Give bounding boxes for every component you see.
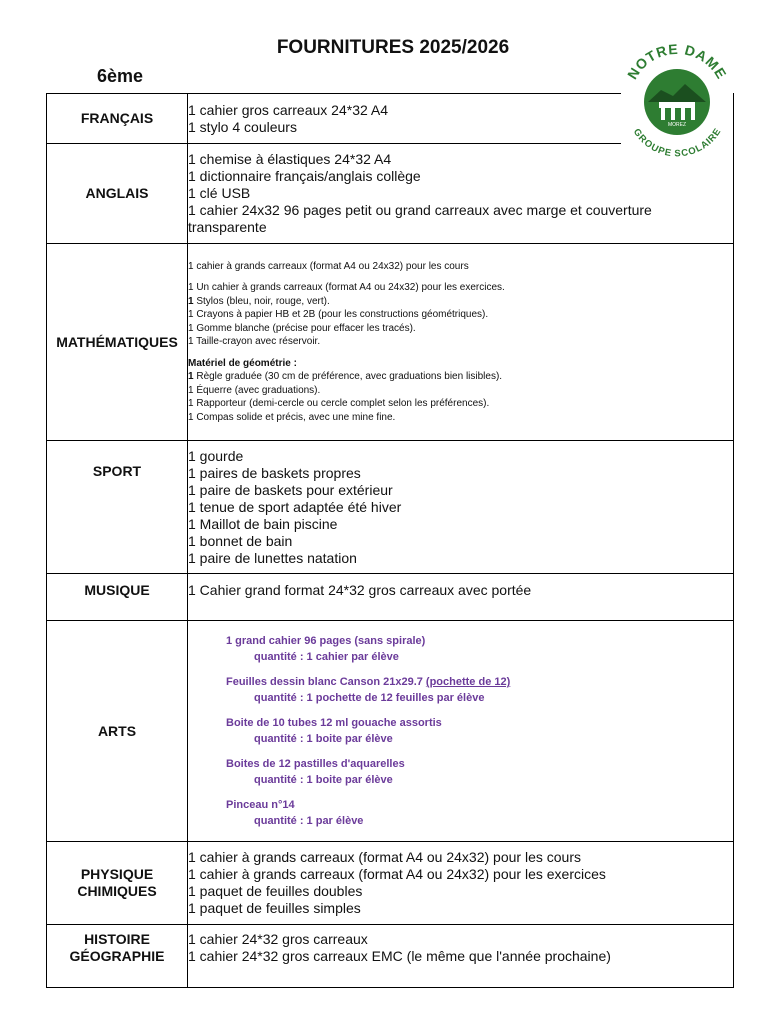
- table-row-musique: [47, 574, 734, 621]
- items-arts: [188, 621, 734, 842]
- list-item: 1 clé USB: [188, 185, 251, 201]
- list-item: 1 Taille-crayon avec réservoir.: [188, 336, 321, 348]
- subject-mathematiques: MATHÉMATIQUES: [47, 244, 188, 441]
- subject-anglais: ANGLAIS: [47, 144, 188, 244]
- list-item: [188, 370, 733, 384]
- subject-histoire: [47, 925, 188, 988]
- items-histoire: [188, 925, 734, 988]
- quantity-line: quantité : 1 cahier par élève: [254, 651, 399, 663]
- list-item: 1 stylo 4 couleurs: [188, 118, 297, 135]
- table-row-mathematiques: [47, 244, 734, 441]
- page-title: FOURNITURES 2025/2026: [276, 37, 510, 58]
- list-item: 1 paquet de feuilles simples: [188, 900, 361, 916]
- grade-label: 6ème: [97, 66, 144, 86]
- subject-francais: FRANÇAIS: [47, 94, 188, 144]
- logo-bottom-text: GROUPE SCOLAIRE: [630, 126, 724, 158]
- quantity-number: 1: [188, 295, 194, 307]
- list-item: [226, 674, 733, 690]
- list-item: 1 Gomme blanche (précise pour effacer les tracés).: [188, 322, 416, 334]
- list-item: 1 paire de lunettes natation: [188, 549, 357, 566]
- subject-line: PHYSIQUE: [80, 866, 154, 882]
- list-item: 1 paire de baskets pour extérieur: [188, 481, 393, 498]
- list-item: Pinceau n°14: [226, 799, 295, 811]
- list-item: Boites de 12 pastilles d'aquarelles: [226, 758, 405, 770]
- table-row-histoire: [47, 925, 734, 988]
- list-item: 1 Équerre (avec graduations).: [188, 384, 321, 396]
- list-item: 1 grand cahier 96 pages (sans spirale): [226, 635, 426, 647]
- list-item: 1 cahier à grands carreaux (format A4 ou 24x32) pour les cours: [188, 849, 581, 865]
- subject-sport: SPORT: [47, 441, 188, 574]
- list-item: 1 cahier 24*32 gros carreaux: [188, 931, 368, 947]
- school-logo: [621, 40, 733, 158]
- table-row-arts: [47, 621, 734, 842]
- quantity-line: quantité : 1 par élève: [254, 815, 364, 827]
- quantity-line: quantité : 1 boite par élève: [254, 774, 393, 786]
- subject-physique: [47, 842, 188, 925]
- list-item: 1 paires de baskets propres: [188, 464, 361, 481]
- list-item: 1 Crayons à papier HB et 2B (pour les constructions géométriques).: [188, 309, 489, 321]
- table-row-physique: [47, 842, 734, 925]
- subject-line: CHIMIQUES: [77, 883, 157, 899]
- list-item: 1 cahier 24x32 96 pages petit ou grand carreaux avec marge et couverture transparente: [188, 202, 652, 235]
- quantity-line: quantité : 1 pochette de 12 feuilles par élève: [254, 692, 485, 704]
- item-text-underlined: (pochette de 12): [425, 676, 511, 688]
- list-item: 1 tenue de sport adaptée été hiver: [188, 498, 402, 515]
- geometry-heading: Matériel de géométrie :: [188, 357, 297, 369]
- table-row-sport: [47, 441, 734, 574]
- items-musique: [188, 574, 734, 621]
- list-item: 1 dictionnaire français/anglais collège: [188, 168, 421, 184]
- subject-line: HISTOIRE: [84, 931, 150, 947]
- table-row-anglais: [47, 144, 734, 244]
- subject-arts: ARTS: [47, 621, 188, 842]
- list-item: 1 cahier à grands carreaux (format A4 ou 24x32) pour les cours: [188, 260, 469, 272]
- list-item: 1 gourde: [188, 447, 244, 464]
- items-anglais: [188, 144, 734, 244]
- list-item: 1 Cahier grand format 24*32 gros carreaux avec portée: [188, 582, 532, 598]
- list-item: 1 cahier à grands carreaux (format A4 ou 24x32) pour les exercices: [188, 866, 606, 882]
- items-mathematiques: [188, 244, 734, 441]
- logo-small-text: MOREZ: [667, 122, 687, 128]
- list-item: [188, 295, 733, 309]
- items-sport: [188, 441, 734, 574]
- list-item: 1 bonnet de bain: [188, 532, 293, 549]
- list-item: 1 paquet de feuilles doubles: [188, 883, 363, 899]
- list-item: 1 cahier gros carreaux 24*32 A4: [188, 101, 389, 118]
- logo-top-text: NOTRE DAME: [623, 40, 731, 82]
- list-item: 1 cahier 24*32 gros carreaux EMC (le même que l'année prochaine): [188, 948, 611, 964]
- subject-musique: MUSIQUE: [47, 574, 188, 621]
- supplies-table: [46, 93, 734, 988]
- quantity-line: quantité : 1 boite par élève: [254, 733, 393, 745]
- list-item: 1 Rapporteur (demi-cercle ou cercle complet selon les préférences).: [188, 398, 490, 410]
- item-text: Stylos (bleu, noir, rouge, vert).: [193, 295, 330, 307]
- school-logo-icon: [621, 40, 733, 158]
- subject-line: GÉOGRAPHIE: [69, 948, 165, 964]
- items-physique: [188, 842, 734, 925]
- list-item: 1 Compas solide et précis, avec une mine fine.: [188, 411, 396, 423]
- list-item: 1 Maillot de bain piscine: [188, 515, 338, 532]
- list-item: Boite de 10 tubes 12 ml gouache assortis: [226, 717, 442, 729]
- item-text: Feuilles dessin blanc Canson 21x29.7: [226, 676, 426, 688]
- quantity-number: 1: [188, 371, 194, 383]
- item-text: Règle graduée (30 cm de préférence, avec graduations bien lisibles).: [193, 371, 503, 383]
- list-item: 1 Un cahier à grands carreaux (format A4 ou 24x32) pour les exercices.: [188, 282, 505, 294]
- list-item: 1 chemise à élastiques 24*32 A4: [188, 151, 392, 167]
